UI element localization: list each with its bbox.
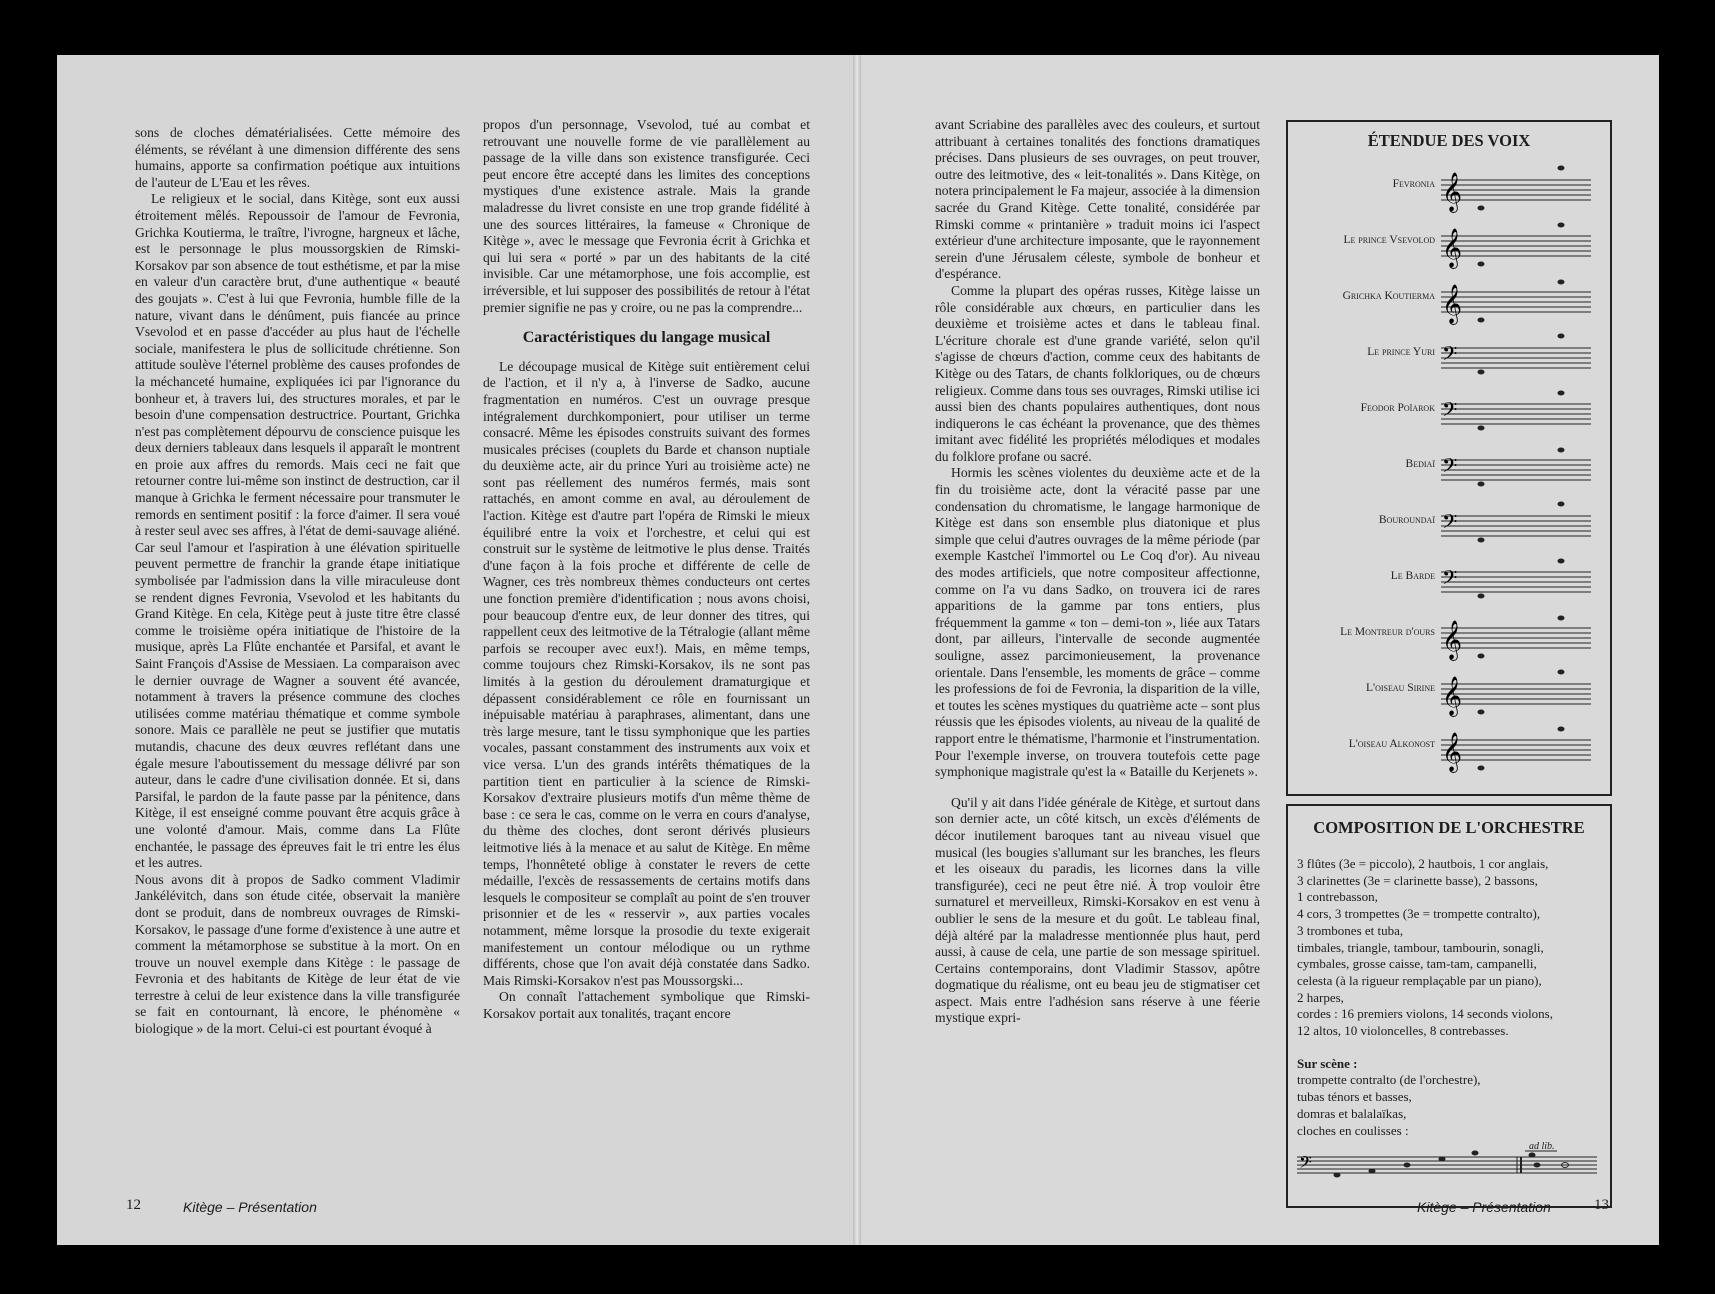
- voice-range-staff: [1441, 218, 1601, 270]
- note: [1478, 538, 1485, 543]
- voice-row: [1288, 666, 1610, 718]
- note: [1478, 594, 1485, 599]
- paragraph: avant Scriabine des parallèles avec des couleurs, et surtout attribuant à certaines tonalités des fonctions dramatiques précises. Dans plusieurs de ses ouvrages, on peut trouver, outre des leitmotive, des « leit-tonalités ». Dans Kitège, on notera principalement le Fa majeur, associée à la dimension sacrée du Grand Kitège. Cette tonalité, considérée par Rimski comme « printanière » traduit moins ici l'aspect extérieur d'une architecture imposante, que le rayonnement serein d'une Jérusalem céleste, symbole de bonheur et d'espérance.: [935, 117, 1260, 282]
- note: [1478, 206, 1485, 211]
- note: [1478, 318, 1485, 323]
- orchestra-line: timbales, triangle, tambour, tambourin, sonagli,: [1297, 939, 1544, 955]
- paragraph: sons de cloches dématérialisées. Cette mémoire des éléments, se révélant à une dimension différente des sens humains, apporte sa confirmation poétique aux intuitions de l'auteur de L'Eau et les rêves.: [135, 125, 460, 190]
- orchestra-line: cymbales, grosse caisse, tam-tam, campanelli,: [1297, 956, 1537, 972]
- note: [1558, 616, 1565, 621]
- note: [1558, 559, 1565, 564]
- note: [1558, 280, 1565, 285]
- box-title: COMPOSITION DE L'ORCHESTRE: [1313, 818, 1585, 837]
- paragraph: Le religieux et le social, dans Kitège, sont eux aussi étroitement mêlés. Repoussoir de l'amour de Fevronia, Grichka Koutierma, le traître, l'ivrogne, hargneux et lâche, est le personnage le plus moussorgskien de Rimski-Korsakov par son absence de tout esthétisme, et par la mise en valeur d'un caractère brut, d'une authentique « beauté des goujats ». C'est à lui que Fevronia, humble fille de la nature, vivant dans le dénûment, puis fiancée au prince Vsevolod et en passe d'accéder au plus haut de l'échelle sociale, manifestera le plus de sollicitude chrétienne. Son attitude soulève l'éternel problème des causes profondes de la méchanceté humaine, expliquées ici par l'ignorance du bonheur et, à travers lui, des structures morales, et par le besoin d'une compensation destructrice. Pourtant, Grichka n'est pas complètement dépourvu de conscience puisque les deux derniers tableaux dans lesquels il apparaît le montrent en proie aux affres du remords. Mais ceci ne fait que retourner contre lui-même son instinct de destruction, car il manque à Grichka le ferment nécessaire pour transmuter le remords en sentiment positif : la force d'aimer. Il sera voué à rester seul avec ses affres, à l'état de demi-sauvage aliéné. Car seul l'amour et l'aspiration à une élévation spirituelle peuvent permettre de franchir la grande étape initiatique symbolisée par l'admission dans la ville miraculeuse dont se rendent dignes Fevronia, Vsevolod et les habitants du Grand Kitège. En cela, Kitège peut à juste titre être classé comme le troisième opéra initiatique de l'histoire de la musique, après La Flûte enchantée et Parsifal, et avant le Saint François d'Assise de Messiaen. La comparaison avec le dernier ouvrage de Wagner a souvent été avancée, notamment à travers la présence commune des cloches utilisées comme matériau thématique et comme symbole sonore. Mais ce parallèle ne peut se justifier que mutatis mutandis, chacune des deux œuvres reflétant dans une égale mesure l'aboutissement du message délivré par son auteur, dans le cadre d'une civilisation donnée. Et si, dans Parsifal, le pardon de la faute passe par la pénitence, dans Kitège, il est enseigné comme pouvant être acquis grâce à une volonté d'amour. Mais, comme dans La Flûte enchantée, le passage des épreuves fait le tri entre les élus et les autres.: [135, 191, 460, 871]
- bass-clef-icon: 𝄢: [1442, 398, 1458, 426]
- orchestra-line: 3 trombones et tuba,: [1297, 922, 1404, 938]
- voice-row: [1288, 274, 1610, 326]
- voice-range-staff: [1441, 498, 1601, 550]
- watermark: …: [453, 547, 556, 652]
- voice-range-staff: [1441, 162, 1601, 214]
- right-column-1: [935, 117, 1260, 1027]
- orchestra-line: 1 contrebasson,: [1297, 889, 1378, 905]
- orchestra-line: 3 flûtes (3e = piccolo), 2 hautbois, 1 cor anglais,: [1297, 856, 1549, 871]
- note: [1558, 334, 1565, 339]
- stage-line: trompette contralto (de l'orchestre),: [1297, 1072, 1481, 1088]
- note: [1558, 502, 1565, 507]
- voice-range-staff: [1441, 610, 1601, 662]
- voice-name: Grichka Koutierma: [1342, 290, 1435, 302]
- voice-range-staff: [1441, 442, 1601, 494]
- box-title: ÉTENDUE DES VOIX: [1367, 131, 1531, 150]
- paragraph: Nous avons dit à propos de Sadko comment Vladimir Jankélévitch, dans son étude citée, observait la manière dont se produit, dans de nombreux ouvrages de Rimski-Korsakov, le passage d'une forme d'existence à une autre et comment la métamorphose se substitue à la mort. On en trouve un nouvel exemple dans Kitège : le passage de Fevronia et des habitants de Kitège de leur état de vie terrestre à celui de leur existence dans la ville transfigurée se fait en contournant, là encore, le phénomène « biologique » de la mort. Celui-ci est pourtant évoqué à: [135, 871, 460, 1037]
- note: [1558, 670, 1565, 675]
- orchestra-box: [1286, 804, 1612, 1208]
- bass-clef-icon: 𝄢: [1442, 342, 1458, 370]
- note: [1478, 262, 1485, 267]
- page-gutter: [853, 55, 861, 1245]
- running-head-left: Kitège – Présentation: [183, 1199, 317, 1215]
- voice-ranges-box: [1286, 120, 1612, 796]
- orchestra-line: celesta (à la rigueur remplaçable par un piano),: [1297, 972, 1542, 988]
- note: [1558, 166, 1565, 171]
- stage-line: cloches en coulisses :: [1297, 1122, 1409, 1138]
- stage-lines: [1297, 1072, 1602, 1139]
- ad-lib-label: ad lib.: [1529, 1141, 1555, 1153]
- running-head-right: Kitège – Présentation: [1417, 1199, 1551, 1215]
- voice-name: Le Montreur d'ours: [1340, 626, 1435, 638]
- paragraph: Qu'il y ait dans l'idée générale de Kitège, et surtout dans son dernier acte, un côté kitsch, un excès d'éléments de décor inutilement baroques tant au niveau visuel que musical (les bougies s'allumant sur les branches, les fleurs et les oiseaux du paradis, les licornes dans la ville transfigurée), ceci ne peut être nié. À trop vouloir être surnaturel et merveilleux, Rimski-Korsakov en est venu à oublier le sens de la mesure et du goût. Le tableau final, déjà altéré par la maladresse mentionnée plus haut, perd aussi, à cause de cela, une partie de son message spirituel. Certains contemporains, dont Vladimir Stassov, apôtre dogmatique du réalisme, ont eu beau jeu de stigmatiser cet aspect. Mais entre l'adhésion sans réserve à une féerie mystique expri-: [935, 794, 1260, 1026]
- voice-row: [1288, 442, 1610, 494]
- svg-text:𝄢: 𝄢: [1299, 1152, 1312, 1177]
- voice-name: Le Barde: [1390, 570, 1435, 582]
- note: [1478, 482, 1485, 487]
- orchestra-lines: [1297, 856, 1602, 1040]
- page-number-right: 13: [1594, 1197, 1609, 1213]
- voice-row: [1288, 554, 1610, 606]
- orchestra-line: 2 harpes,: [1297, 989, 1344, 1005]
- voice-row: [1288, 386, 1610, 438]
- orchestra-line: 3 clarinettes (3e = clarinette basse), 2 bassons,: [1297, 872, 1538, 888]
- bass-clef-icon: 𝄢: [1442, 566, 1458, 594]
- voice-range-staff: [1441, 386, 1601, 438]
- paragraph: Hormis les scènes violentes du deuxième acte et de la fin du troisième acte, dont la véracité passe par une condensation du chromatisme, le langage harmonique de Kitège est dans son ensemble plus diatonique et plus simple que celui d'autres ouvrages de la même période (par exemple Kastcheï l'immortel ou Le Coq d'or). Au niveau des modes artificiels, que notre compositeur affectionne, comme on l'a vu dans Sadko, on trouvera ici de rares apparitions de la gamme par tons entiers, plus fréquemment la gamme « ton – demi-ton », liée aux Tatars dont, par ailleurs, l'intervalle de seconde augmentée souligne, assez parcimonieusement, la provenance orientale. Dans l'ensemble, les moments de grâce – comme les professions de foi de Fevronia, la disparition de la ville, et toutes les scènes mystiques du quatrième acte – sont plus réussis que les épisodes violents, au niveau de la qualité de rapport entre le thématisme, l'harmonie et l'instrumentation. Pour l'exemple inverse, on trouvera toutefois cette page symphonique magistrale qu'est la « Bataille du Kerjenets ».: [935, 465, 1261, 780]
- paragraph: Comme la plupart des opéras russes, Kitège laisse un rôle considérable aux chœurs, en particulier dans les deuxième et troisième actes et dans le tableau final. L'écriture chorale est d'une grande variété, selon qu'il s'agisse de chœurs d'action, comme ceux des habitants de Kitège ou des Tatars, de chants folkloriques, ou de chœurs religieux. Comme dans tous ses ouvrages, Rimski utilise ici aussi bien des chants populaires authentiques, dont nous indiquerons le cas échéant la provenance, que des thèmes imitant avec fidélité les propriétés mélodiques et modales du folklore profane ou sacré.: [935, 282, 1260, 464]
- paragraph: Le découpage musical de Kitège suit entièrement celui de l'action, et il n'y a, à l'inverse de Sadko, aucune fragmentation en numéros. C'est un ouvrage presque intégralement durchkomponiert, pour utiliser un terme consacré. Même les épisodes construits suivant des formes musicales précises (couplets du Barde et chanson nuptiale du deuxième acte, air du prince Yuri au troisième acte) ne sont pas réellement des numéros fermés, mais sont rattachés, en amont comme en aval, au déroulement de l'action. Kitège est d'autre part l'opéra de Rimski le mieux équilibré entre la voix et l'orchestre, et celui qui est construit sur le système de leitmotive le plus dense. Traités d'une façon à la fois proche et différente de celle de Wagner, ces très nombreux thèmes conducteurs ont certes une fonction première d'identification ; nous avons choisi, pour beaucoup d'entre eux, de leur donner des titres, qui rappellent ceux des leitmotive de la Tétralogie (allant même parfois se recouper avec eux!). Mais, en même temps, comme toujours chez Rimski-Korsakov, ils ne sont pas limités à la gestion du déroulement dramaturgique et dépassent considérablement ce rôle en fournissant un inépuisable matériau à paraphrases, alimentant, dans une très large mesure, tant le tissu symphonique que les parties vocales, passant constamment des instruments aux voix et vice versa. L'un des grands intérêts thématiques de la partition tient en particulier à la science de Rimski-Korsakov d'extraire plusieurs motifs d'un même thème de base : ce sera le cas, comme on le verra en cours d'analyse, du thème des cloches, dont seront dérivés plusieurs leitmotive liés à la menace et au salut de Kitège. En même temps, l'honnêteté oblige à constater le revers de cette médaille, l'excès de ressassements de certains motifs dans lesquels le compositeur se complaît au point de s'en trouver prisonnier et de les « resservir », aux parties vocales notamment, même lorsque la prosodie du texte exigerait manifestement un contour mélodique ou un rythme différents, chose que l'on avait déjà constatée dans Sadko. Mais Rimski-Korsakov n'est pas Moussorgski...: [483, 358, 810, 988]
- voice-row: [1288, 722, 1610, 774]
- voice-range-staff: [1441, 330, 1601, 382]
- paragraph: propos d'un personnage, Vsevolod, tué au combat et retrouvant une nouvelle forme de vie parallèlement au passage de la ville dans son existence transfigurée. Ceci peut encore être accepté dans les limites des conceptions mystiques d'une existence astrale. Mais la grande maladresse du livret consiste en une trop grande fidélité à une des sources littéraires, la fameuse « Chronique de Kitège », avec le message que Fevronia écrit à Grichka et qui lui sera « porté » par un des habitants de la cité invisible. Car une métamorphose, une fois accomplie, est irréversible, et lui supposer des possibilités de retour à l'état premier signifie ne pas y croire, ou ne pas la comprendre...: [483, 117, 810, 315]
- paragraph: On connaît l'attachement symbolique que Rimski-Korsakov portait aux tonalités, traçant encore: [483, 989, 810, 1021]
- treble-clef-icon: 𝄞: [1442, 676, 1463, 716]
- note: [1478, 370, 1485, 375]
- voice-row: [1288, 218, 1610, 270]
- voice-name: Fevronia: [1392, 178, 1435, 190]
- voice-range-staff: [1441, 666, 1601, 718]
- voice-range-staff: [1441, 274, 1601, 326]
- stage-line: tubas ténors et basses,: [1297, 1089, 1412, 1105]
- bass-clef-icon: 𝄢: [1442, 454, 1458, 482]
- voice-name: L'oiseau Sirine: [1365, 682, 1435, 694]
- note: [1478, 654, 1485, 659]
- voice-row: [1288, 330, 1610, 382]
- treble-clef-icon: 𝄞: [1442, 228, 1463, 268]
- treble-clef-icon: 𝄞: [1442, 284, 1463, 324]
- page-number-left: 12: [126, 1197, 141, 1213]
- voice-name: Le prince Yuri: [1367, 346, 1435, 358]
- voice-range-staff: [1441, 554, 1601, 606]
- voice-range-staff: [1441, 722, 1601, 774]
- note: [1558, 391, 1565, 396]
- orchestra-line: cordes : 16 premiers violons, 14 seconds violons,: [1297, 1006, 1553, 1022]
- stage-title: Sur scène :: [1297, 1055, 1358, 1071]
- bells-staff: [1297, 1139, 1602, 1179]
- stage-line: domras et balalaïkas,: [1297, 1105, 1407, 1121]
- voice-name: Le prince Vsevolod: [1343, 234, 1435, 246]
- left-column-2: [483, 117, 810, 1022]
- voice-name: Bediaï: [1405, 458, 1435, 470]
- section-heading: Caractéristiques du langage musical: [522, 329, 771, 347]
- left-column-1: [135, 125, 460, 1038]
- note: [1558, 727, 1565, 732]
- note: [1478, 766, 1485, 771]
- bells-notation: [1297, 1139, 1597, 1179]
- treble-clef-icon: 𝄞: [1442, 732, 1463, 772]
- treble-clef-icon: 𝄞: [1442, 172, 1463, 212]
- orchestra-line: 12 altos, 10 violoncelles, 8 contrebasses.: [1297, 1023, 1509, 1039]
- note: [1558, 448, 1565, 453]
- note: [1558, 223, 1565, 228]
- orchestra-list: [1297, 856, 1602, 1179]
- voice-name: L'oiseau Alkonost: [1348, 738, 1435, 750]
- note: [1478, 710, 1485, 715]
- voice-row: [1288, 498, 1610, 550]
- voice-name: Bouroundaï: [1378, 514, 1435, 526]
- note: [1478, 426, 1485, 431]
- voice-name: Feodor Poïarok: [1360, 402, 1435, 414]
- treble-clef-icon: 𝄞: [1442, 620, 1463, 660]
- voice-row: [1288, 610, 1610, 662]
- voice-row: [1288, 162, 1610, 214]
- bass-clef-icon: 𝄢: [1442, 510, 1458, 538]
- orchestra-line: 4 cors, 3 trompettes (3e = trompette contralto),: [1297, 906, 1541, 922]
